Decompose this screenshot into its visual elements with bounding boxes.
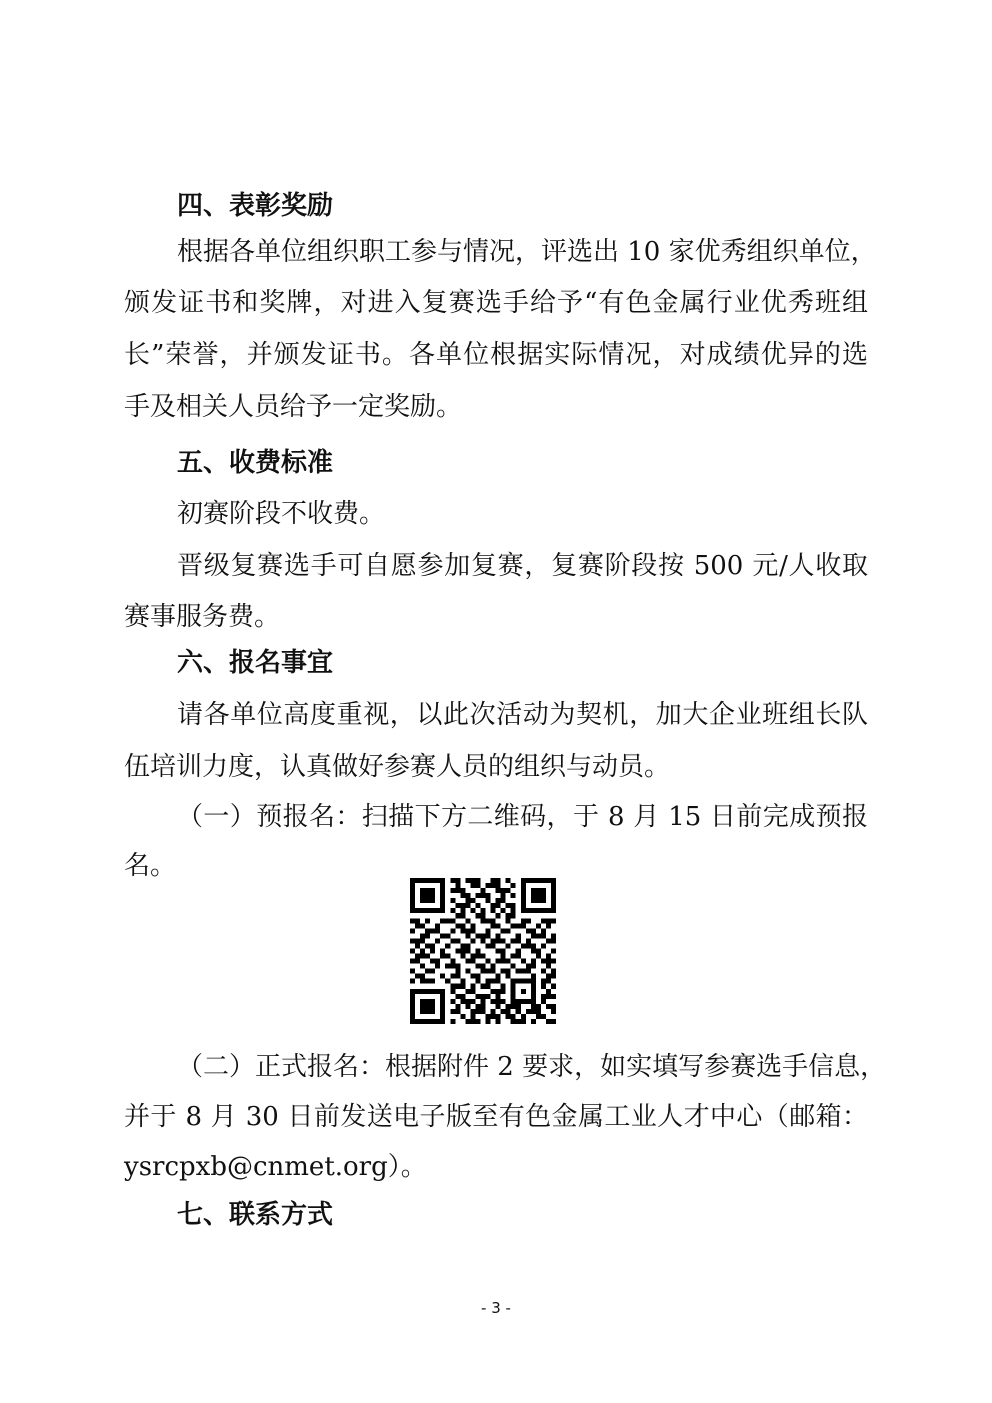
section-4-line-1: 根据各单位组织职工参与情况，评选出 10 家优秀组织单位， bbox=[177, 237, 877, 267]
section-5-paragraph-2-line-1: 晋级复赛选手可自愿参加复赛，复赛阶段按 500 元/人收取 bbox=[177, 551, 868, 581]
section-7-heading: 七、联系方式 bbox=[177, 1200, 334, 1230]
page-number: - 3 - bbox=[481, 1299, 511, 1317]
formal-registration-line-2: 并于 8 月 30 日前发送电子版至有色金属工业人才中心（邮箱： bbox=[124, 1102, 868, 1132]
section-5-heading: 五、收费标准 bbox=[177, 448, 334, 478]
section-4-line-2: 颁发证书和奖牌，对进入复赛选手给予“有色金属行业优秀班组 bbox=[124, 288, 868, 318]
section-6-paragraph-1-line-2: 伍培训力度，认真做好参赛人员的组织与动员。 bbox=[124, 752, 671, 782]
formal-registration-email-line: ysrcpxb@cnmet.org）。 bbox=[124, 1152, 427, 1182]
section-6-paragraph-1-line-1: 请各单位高度重视，以此次活动为契机，加大企业班组长队 bbox=[177, 700, 868, 730]
section-5-paragraph-2-line-2: 赛事服务费。 bbox=[124, 602, 281, 632]
section-4-line-3: 长”荣誉，并颁发证书。各单位根据实际情况，对成绩优异的选 bbox=[124, 340, 868, 370]
section-6-heading: 六、报名事宜 bbox=[177, 648, 334, 678]
pre-registration-line-2: 名。 bbox=[124, 851, 177, 881]
formal-registration-line-1: （二）正式报名：根据附件 2 要求，如实填写参赛选手信息， bbox=[177, 1052, 887, 1082]
pre-registration-line-1: （一）预报名：扫描下方二维码，于 8 月 15 日前完成预报 bbox=[177, 802, 868, 832]
section-4-heading: 四、表彰奖励 bbox=[177, 191, 334, 221]
section-4-line-4: 手及相关人员给予一定奖励。 bbox=[124, 392, 463, 422]
qr-code-icon[interactable] bbox=[410, 878, 556, 1024]
section-5-paragraph-1: 初赛阶段不收费。 bbox=[177, 499, 386, 529]
